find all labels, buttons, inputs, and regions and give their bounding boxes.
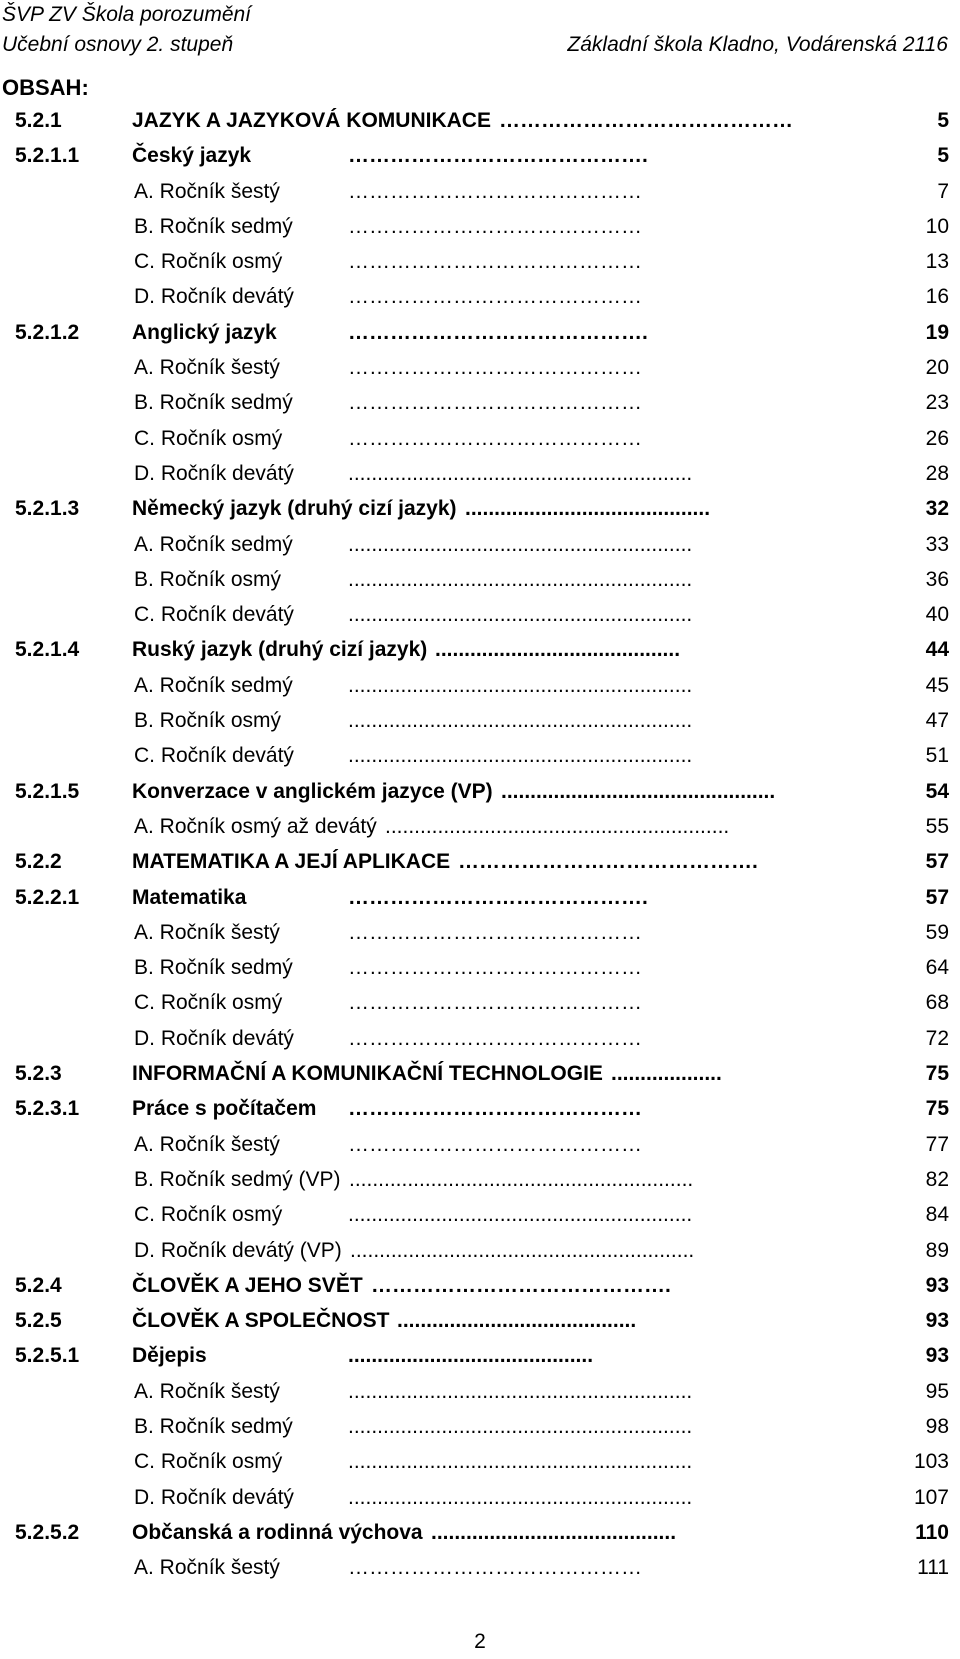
toc-entry-leader: ........................................................... (348, 673, 693, 697)
toc-entry-page: 40 (925, 603, 949, 627)
toc-entry-page: 55 (925, 814, 949, 838)
toc-entry-title: B. Ročník osmý (134, 709, 282, 733)
toc-entry-leader: …………………………………… (348, 214, 642, 238)
toc-entry-page: 57 (925, 850, 949, 874)
toc-entry-page: 93 (925, 1309, 949, 1333)
toc-entry-leader: ........................................................... (348, 567, 693, 591)
toc-entry-page: 111 (917, 1556, 949, 1580)
toc-entry-page: 44 (925, 638, 949, 662)
toc-entry-leader: .......................................... (435, 638, 681, 662)
toc-entry-page: 23 (925, 391, 949, 415)
toc-entry-page: 68 (925, 991, 949, 1015)
toc-entry-page: 98 (925, 1414, 949, 1438)
toc-entry[interactable] (0, 421, 960, 456)
toc-entry-title: MATEMATIKA A JEJÍ APLIKACE (132, 850, 451, 874)
toc-entry-number: 5.2.1 (15, 109, 62, 132)
toc-entry-title: ČLOVĚK A JEHO SVĚT (132, 1273, 363, 1297)
toc-entry-leader: …………………………………… (348, 391, 642, 415)
toc-entry-title: Práce s počítačem (132, 1097, 317, 1121)
toc-entry[interactable] (0, 1056, 960, 1091)
toc-entry[interactable] (0, 456, 960, 491)
toc-entry-leader: ......................................... (397, 1309, 637, 1333)
toc-entry-title: B. Ročník sedmý (134, 391, 293, 415)
table-of-contents (0, 103, 960, 1585)
toc-entry-title: A. Ročník osmý až devátý (134, 814, 377, 838)
toc-entry-number: 5.2.2 (15, 850, 62, 874)
toc-entry-title: ČLOVĚK A SPOLEČNOST (132, 1309, 390, 1333)
toc-entry-title: A. Ročník sedmý (134, 673, 293, 697)
header-school: Základní škola Kladno, Vodárenská 2116 (567, 33, 948, 56)
toc-entry-leader: …………………………………… (348, 956, 642, 980)
page-number: 2 (474, 1630, 486, 1653)
toc-entry-leader: …………………………………… (348, 1132, 642, 1156)
toc-entry-title: A. Ročník šestý (134, 1132, 280, 1156)
toc-entry-title: D. Ročník devátý (134, 461, 294, 485)
toc-entry-page: 110 (915, 1520, 949, 1544)
toc-entry-leader: ........................................................... (348, 744, 693, 768)
toc-entry-title: D. Ročník devátý (134, 285, 294, 309)
toc-entry[interactable] (0, 315, 960, 350)
toc-entry-number: 5.2.1.4 (15, 638, 80, 662)
toc-entry-leader: …………………………………… (348, 250, 642, 274)
toc-entry-title: C. Ročník osmý (134, 1203, 283, 1227)
toc-entry-number: 5.2.5.1 (15, 1344, 80, 1368)
toc-entry-title: Ruský jazyk (druhý cizí jazyk) (132, 638, 428, 662)
toc-entry-page: 95 (925, 1379, 949, 1403)
toc-entry[interactable] (0, 562, 960, 597)
toc-entry[interactable] (0, 1338, 960, 1373)
toc-entry-number: 5.2.5 (15, 1309, 62, 1333)
toc-entry[interactable] (0, 1091, 960, 1126)
toc-entry-leader: ……………………………………. (348, 885, 648, 909)
toc-entry-page: 36 (925, 567, 949, 591)
toc-entry-title: A. Ročník šestý (134, 179, 280, 203)
toc-entry[interactable] (0, 1444, 960, 1479)
toc-entry[interactable] (0, 809, 960, 844)
toc-entry[interactable] (0, 703, 960, 738)
toc-entry-number: 5.2.1.1 (15, 144, 80, 168)
toc-entry[interactable] (0, 1515, 960, 1550)
toc-entry-leader: ................... (611, 1062, 722, 1086)
toc-entry[interactable] (0, 491, 960, 526)
toc-entry-title: Konverzace v anglickém jazyce (VP) (132, 779, 493, 803)
toc-entry[interactable] (0, 209, 960, 244)
toc-entry[interactable] (0, 1127, 960, 1162)
toc-entry-title: INFORMAČNÍ A KOMUNIKAČNÍ TECHNOLOGIE (132, 1062, 603, 1086)
toc-entry-page: 64 (925, 956, 949, 980)
toc-entry[interactable] (0, 738, 960, 773)
toc-entry[interactable] (0, 915, 960, 950)
toc-entry-page: 82 (925, 1167, 949, 1191)
toc-entry[interactable] (0, 1233, 960, 1268)
toc-entry-page: 93 (925, 1273, 949, 1297)
toc-entry-page: 72 (925, 1026, 949, 1050)
toc-entry-number: 5.2.4 (15, 1273, 62, 1297)
toc-entry-leader: ............................................... (501, 779, 776, 803)
toc-entry-page: 5 (937, 109, 949, 132)
toc-entry-title: Anglický jazyk (132, 320, 277, 344)
toc-entry-leader: …………………………………… (348, 920, 642, 944)
toc-entry-title: Občanská a rodinná výchova (132, 1520, 423, 1544)
toc-entry-page: 107 (913, 1485, 949, 1509)
toc-heading: OBSAH: (2, 75, 89, 100)
toc-entry[interactable] (0, 244, 960, 279)
toc-entry-number: 5.2.3 (15, 1062, 62, 1086)
toc-entry-page: 13 (925, 250, 949, 274)
toc-entry-leader: ........................................................... (350, 1238, 695, 1262)
toc-entry[interactable] (0, 1197, 960, 1232)
toc-entry-title: C. Ročník osmý (134, 426, 283, 450)
toc-entry-title: C. Ročník osmý (134, 1450, 283, 1474)
toc-entry-page: 54 (925, 779, 949, 803)
toc-entry[interactable] (0, 1374, 960, 1409)
toc-entry[interactable] (0, 1268, 960, 1303)
header-document-title: ŠVP ZV Škola porozumění (2, 3, 252, 26)
toc-entry-leader: ........................................................... (385, 814, 730, 838)
toc-entry-leader: …………………………………… (499, 109, 793, 132)
toc-entry-leader: .......................................... (465, 497, 711, 521)
toc-entry[interactable] (0, 1480, 960, 1515)
toc-entry-page: 7 (937, 179, 949, 203)
toc-entry-page: 75 (925, 1062, 949, 1086)
toc-entry[interactable] (0, 1162, 960, 1197)
toc-entry-leader: ……………………………………. (458, 850, 758, 874)
toc-entry-page: 26 (925, 426, 949, 450)
toc-entry-title: A. Ročník sedmý (134, 532, 293, 556)
toc-entry-leader: .......................................... (431, 1520, 677, 1544)
toc-entry[interactable] (0, 597, 960, 632)
toc-entry-leader: …………………………………… (348, 1556, 642, 1580)
toc-entry-page: 19 (925, 320, 949, 344)
toc-entry-title: B. Ročník sedmý (134, 956, 293, 980)
toc-entry-leader: …………………………………… (348, 179, 642, 203)
toc-entry-leader: ……………………………………. (348, 144, 648, 168)
toc-entry-title: C. Ročník devátý (134, 603, 294, 627)
toc-entry-page: 59 (925, 920, 949, 944)
toc-entry-leader: ........................................................... (348, 532, 693, 556)
toc-entry-number: 5.2.2.1 (15, 885, 80, 909)
toc-entry-number: 5.2.1.5 (15, 779, 80, 803)
toc-entry-page: 103 (913, 1450, 949, 1474)
header-section: Učební osnovy 2. stupeň (2, 33, 234, 56)
toc-entry[interactable] (0, 174, 960, 209)
toc-entry-page: 75 (925, 1097, 949, 1121)
toc-entry-page: 32 (925, 497, 949, 521)
toc-entry[interactable] (0, 985, 960, 1020)
toc-entry-leader: ……………………………………. (371, 1273, 671, 1297)
toc-entry-title: Český jazyk (132, 144, 252, 168)
toc-entry[interactable] (0, 279, 960, 314)
toc-entry[interactable] (0, 1021, 960, 1056)
toc-entry[interactable] (0, 527, 960, 562)
toc-entry-page: 84 (925, 1203, 949, 1227)
toc-entry[interactable] (0, 1409, 960, 1444)
toc-entry-leader: ........................................................... (348, 1379, 693, 1403)
toc-entry-leader: ........................................................... (348, 603, 693, 627)
toc-entry-leader: …………………………………… (348, 356, 642, 380)
toc-entry-page: 47 (925, 709, 949, 733)
toc-entry-title: B. Ročník osmý (134, 567, 282, 591)
toc-entry-page: 33 (925, 532, 949, 556)
toc-entry[interactable] (0, 1550, 960, 1585)
toc-entry-leader: ……………………………………. (348, 320, 648, 344)
toc-entry[interactable] (0, 138, 960, 173)
toc-entry-leader: ........................................................... (348, 1485, 693, 1509)
toc-entry[interactable] (0, 774, 960, 809)
toc-entry-leader: .......................................... (348, 1344, 594, 1368)
toc-entry-number: 5.2.1.3 (15, 497, 80, 521)
toc-entry-leader: …………………………………… (348, 426, 642, 450)
toc-entry[interactable] (0, 350, 960, 385)
toc-entry-page: 28 (925, 461, 949, 485)
toc-entry-title: C. Ročník devátý (134, 744, 294, 768)
toc-entry[interactable] (0, 632, 960, 667)
toc-entry[interactable] (0, 880, 960, 915)
toc-entry-title: C. Ročník osmý (134, 250, 283, 274)
toc-entry-page: 57 (925, 885, 949, 909)
toc-entry-page: 5 (937, 144, 949, 168)
toc-entry-title: B. Ročník sedmý (134, 1414, 293, 1438)
toc-entry-leader: ........................................................... (348, 1450, 693, 1474)
toc-entry-number: 5.2.1.2 (15, 320, 80, 344)
toc-entry-leader: …………………………………… (348, 991, 642, 1015)
toc-entry-page: 51 (925, 744, 949, 768)
toc-entry-page: 10 (925, 214, 949, 238)
toc-entry-title: Dějepis (132, 1344, 207, 1368)
toc-entry-title: JAZYK A JAZYKOVÁ KOMUNIKACE (132, 109, 491, 132)
toc-entry[interactable] (0, 950, 960, 985)
toc-entry[interactable] (0, 668, 960, 703)
toc-entry-title: B. Ročník sedmý (VP) (134, 1167, 341, 1191)
toc-entry-title: Německý jazyk (druhý cizí jazyk) (132, 497, 457, 521)
toc-entry-title: A. Ročník šestý (134, 356, 280, 380)
toc-entry-title: D. Ročník devátý (134, 1485, 294, 1509)
toc-entry-leader: ........................................................... (348, 1414, 693, 1438)
toc-entry-leader: ........................................................... (348, 461, 693, 485)
toc-entry-number: 5.2.3.1 (15, 1097, 80, 1121)
toc-entry-title: A. Ročník šestý (134, 1556, 280, 1580)
toc-entry-page: 77 (925, 1132, 949, 1156)
toc-entry-leader: ........................................................... (349, 1167, 694, 1191)
toc-entry[interactable] (0, 103, 960, 138)
toc-entry-title: A. Ročník šestý (134, 920, 280, 944)
toc-entry-leader: …………………………………… (348, 1097, 642, 1121)
toc-entry-leader: ........................................................... (348, 1203, 693, 1227)
toc-entry-leader: …………………………………… (348, 285, 642, 309)
toc-entry-title: C. Ročník osmý (134, 991, 283, 1015)
toc-entry-title: D. Ročník devátý (134, 1026, 294, 1050)
toc-entry-title: B. Ročník sedmý (134, 214, 293, 238)
toc-entry-title: A. Ročník šestý (134, 1379, 280, 1403)
toc-entry-page: 20 (925, 356, 949, 380)
toc-entry[interactable] (0, 385, 960, 420)
toc-entry-page: 93 (925, 1344, 949, 1368)
toc-entry-title: D. Ročník devátý (VP) (134, 1238, 342, 1262)
toc-entry-leader: ........................................................... (348, 709, 693, 733)
toc-entry-leader: …………………………………… (348, 1026, 642, 1050)
toc-entry[interactable] (0, 844, 960, 879)
toc-entry-page: 89 (925, 1238, 949, 1262)
toc-entry[interactable] (0, 1303, 960, 1338)
toc-entry-number: 5.2.5.2 (15, 1520, 80, 1544)
toc-entry-title: Matematika (132, 885, 247, 909)
toc-entry-page: 16 (925, 285, 949, 309)
toc-entry-page: 45 (925, 673, 949, 697)
